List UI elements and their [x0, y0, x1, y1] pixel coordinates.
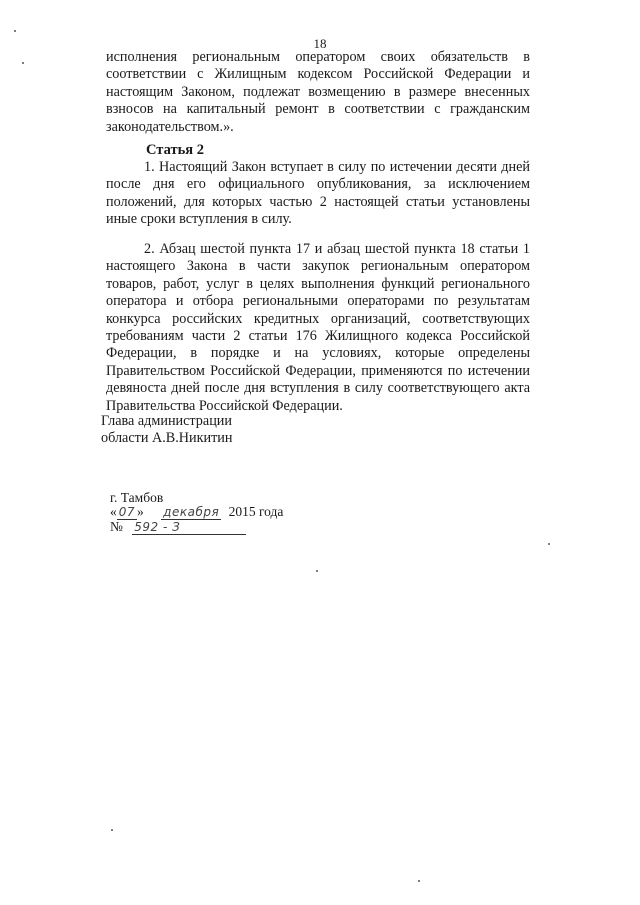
date-month: декабря — [163, 505, 220, 519]
scan-speck — [316, 570, 318, 572]
date-day: 07 — [118, 505, 136, 519]
city-label: г. Тамбов — [110, 490, 164, 505]
article-paragraph-1: 1. Настоящий Закон вступает в силу по истечении десяти дней после дня его официального опубликования, за исключением положений, для которых частью 2 настоящей статьи установлены иные сроки вступления в силу. — [106, 159, 530, 228]
date-year: 2015 года — [228, 504, 284, 519]
date-line — [110, 505, 283, 520]
article-heading: Статья 2 — [146, 142, 204, 158]
intro-paragraph: исполнения региональным оператором своих обязательств в соответствии с Жилищным кодексом Российской Федерации и настоящим Законом, подлежат возмещению в размере внесенных взносов на капитальный ремонт в соответствии с гражданским законодательством.». — [106, 49, 530, 135]
scan-speck — [111, 829, 113, 831]
number-sign: № — [110, 519, 123, 534]
scan-speck — [14, 30, 16, 32]
page-number: 18 — [313, 36, 327, 51]
article-paragraph-2: 2. Абзац шестой пункта 17 и абзац шестой пункта 18 статьи 1 настоящего Закона в части закупок региональным оператором товаров, работ, услуг в целях выполнения функций регионального оператора и отбора региональными операторами по результатам конкурса российских кредитных организаций, соответствующих требованиям части 2 статьи 176 Жилищного кодекса Российской Федерации, в порядке и на условиях, которые определены Правительством Российской Федерации, применяются по истечении девяноста дней после дня вступления в силу соответствующего акта Правительства Российской Федерации. — [106, 241, 530, 414]
place-date-block — [110, 491, 283, 535]
document-number: 592 - З — [132, 520, 246, 535]
scan-speck — [548, 543, 550, 545]
scan-speck — [22, 62, 24, 64]
document-number-line — [110, 520, 283, 535]
signature-block — [101, 413, 232, 447]
scan-speck — [418, 880, 420, 882]
date-quote-open: « — [110, 504, 117, 519]
signature-name: области А.В.Никитин — [101, 430, 233, 446]
date-quote-close: » — [137, 504, 144, 519]
signature-title: Глава администрации — [101, 413, 232, 429]
